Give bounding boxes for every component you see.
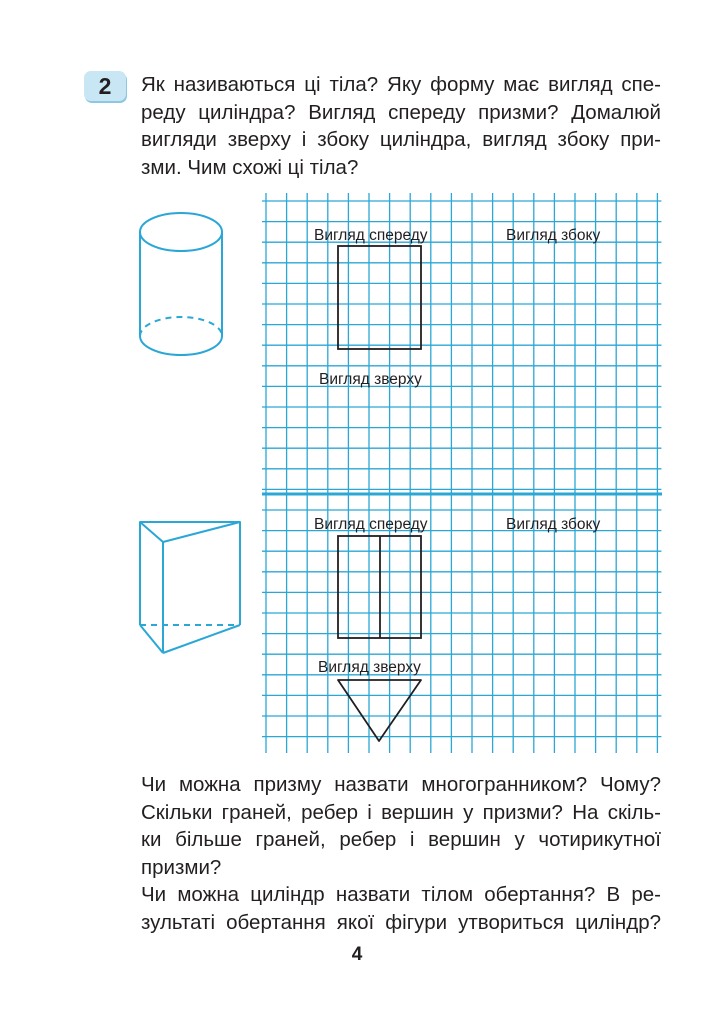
question-line: реду циліндра? Вигляд спереду призми? Домалюй <box>141 100 661 124</box>
prism-front-view-label: Вигляд спереду <box>314 516 428 533</box>
question-line: призми? <box>141 855 222 879</box>
prism-side-view-label: Вигляд збоку <box>506 516 601 533</box>
question-line: вигляди зверху і збоку циліндра, вигляд збоку при- <box>141 128 661 151</box>
question-line: Як називаються ці тіла? Яку форму має вигляд спе- <box>141 73 661 96</box>
cylinder-top-view-label: Вигляд зверху <box>319 371 422 388</box>
question-line: Чи можна циліндр назвати тілом обертання? В ре- <box>141 883 661 906</box>
cylinder-front-view <box>338 246 421 349</box>
cylinder-front-view-label: Вигляд спереду <box>314 227 428 244</box>
question-line: ки більше граней, ребер і вершин у чотирикутної <box>141 828 661 851</box>
prism-top-view-label: Вигляд зверху <box>318 659 421 676</box>
question-line: зультаті обертання якої фігури утвориться циліндр? <box>141 910 661 934</box>
cylinder-figure <box>140 213 222 355</box>
follow-up-questions <box>141 771 661 936</box>
task-number: 2 <box>98 73 112 99</box>
question-line: Скільки граней, ребер і вершин у призми? На скіль- <box>141 800 661 824</box>
question-line: зми. Чим схожі ці тіла? <box>141 155 359 179</box>
page-number: 4 <box>351 944 363 965</box>
prism-top-view <box>338 680 421 741</box>
prism-figure <box>140 522 240 653</box>
question-line: Чи можна призму назвати многогранником? Чому? <box>141 773 661 796</box>
cylinder-side-view-label: Вигляд збоку <box>506 227 601 244</box>
